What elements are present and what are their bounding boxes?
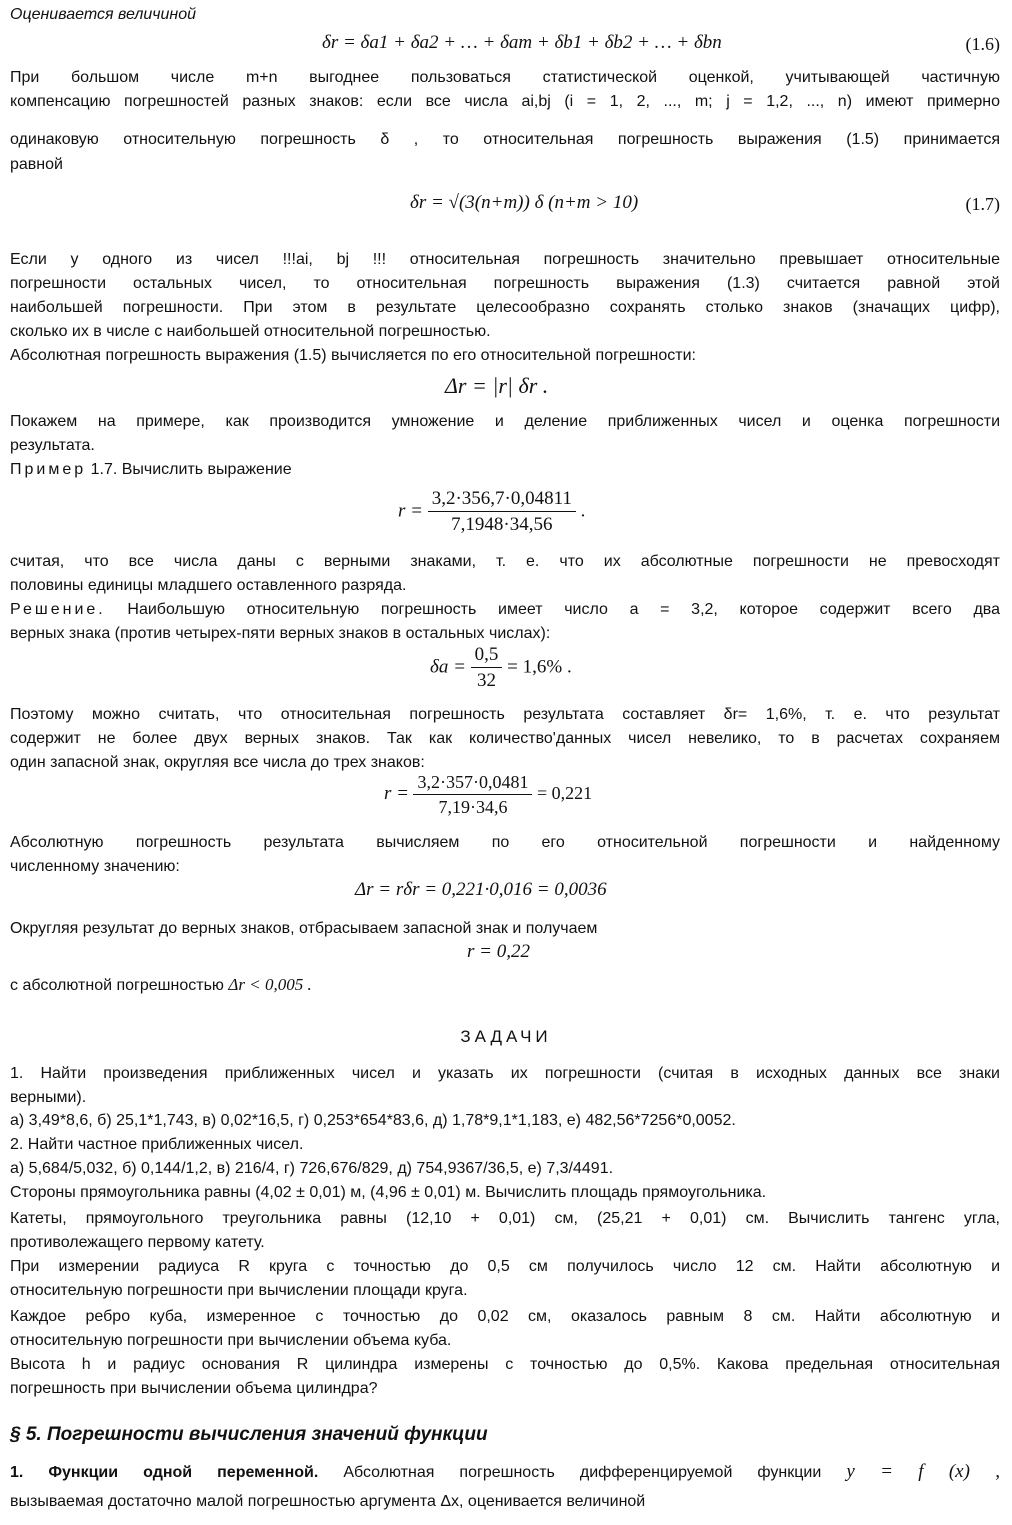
equation-1-6: δr = δa1 + δa2 + … + δam + δb1 + δb2 + … + δbn bbox=[322, 32, 722, 53]
equation-r-final: r = 0,22 bbox=[467, 941, 530, 962]
solution-label: Решение. bbox=[10, 601, 106, 618]
func-line2: вызываемая достаточно малой погрешностью аргумента Δx, оценивается величиной bbox=[10, 1493, 646, 1510]
task1-line2: верными). bbox=[10, 1089, 87, 1106]
equation-r-fraction bbox=[398, 488, 585, 536]
equation-r2-rhs: = 0,221 bbox=[536, 783, 593, 804]
solution-line1 bbox=[10, 598, 1000, 622]
para-round: Округляя результат до верных знаков, отбрасываем запасной знак и получаем bbox=[10, 920, 598, 937]
fraction-delta-a-denominator: 32 bbox=[477, 670, 497, 691]
para-show-line2: результата. bbox=[10, 437, 95, 454]
task1-line1: 1. Найти произведения приближенных чисел и указать их погрешности (считая в исходных данных все знаки bbox=[10, 1065, 1000, 1082]
task6-line1: Каждое ребро куба, измеренное с точностью до 0,02 см, оказалось равным 8 см. Найти абсолютную и bbox=[10, 1308, 1000, 1325]
solution-text1: Наибольшую относительную погрешность имеет число a = 3,2, которое содержит всего два bbox=[127, 601, 1000, 618]
task4-line1: Катеты, прямоугольного треугольника равны (12,10 + 0,01) см, (25,21 + 0,01) см. Вычислить тангенс угла, bbox=[10, 1210, 1000, 1227]
para-so-line2: содержит не более двух верных знаков. Так как количество'данных чисел невелико, то в расчетах сохраняем bbox=[10, 730, 1000, 747]
para-count-line2: половины единицы младшего оставленного разряда. bbox=[10, 577, 407, 594]
equation-abs-result: Δr = rδr = 0,221·0,016 = 0,0036 bbox=[355, 879, 607, 900]
solution-line2: верных знака (против четырех-пяти верных знаков в остальных числах): bbox=[10, 625, 551, 642]
equation-r2-lhs: r = bbox=[384, 783, 409, 805]
task5-line2: относительную погрешности при вычислении площади круга. bbox=[10, 1282, 468, 1299]
equation-delta-a-lhs: δa = bbox=[430, 656, 466, 678]
para-statistical-line3: одинаковую относительную погрешность δ , то относительная погрешность выражения (1.5) принимается bbox=[10, 131, 1000, 148]
equation-number-1-6: (1.6) bbox=[965, 34, 1000, 54]
fraction-r-numerator: 3,2·356,7·0,04811 bbox=[428, 488, 576, 512]
para-statistical-line4: равной bbox=[10, 156, 63, 173]
example-line bbox=[10, 458, 1000, 482]
task7-line1: Высота h и радиус основания R цилиндра измерены с точностью до 0,5%. Какова предельная относительная bbox=[10, 1356, 1000, 1373]
para-abs2-line1: Абсолютную погрешность результата вычисляем по его относительной погрешности и найденному bbox=[10, 834, 1000, 851]
equation-delta-a bbox=[430, 644, 572, 692]
func-text1: Абсолютная погрешность дифференцируемой функции bbox=[343, 1464, 822, 1481]
func-bold-label: 1. Функции одной переменной. bbox=[10, 1464, 319, 1481]
para-absolute: Абсолютная погрешность выражения (1.5) вычисляется по его относительной погрешности: bbox=[10, 347, 696, 364]
fraction-r2 bbox=[413, 772, 532, 818]
task4-line2: противолежащего первому катету. bbox=[10, 1234, 265, 1251]
task7-line2: погрешность при вычислении объема цилиндра? bbox=[10, 1380, 378, 1397]
func-equation: y = f (x) , bbox=[846, 1461, 1000, 1482]
tasks-title: ЗАДАЧИ bbox=[460, 1027, 552, 1046]
para-one-number-line2: погрешности остальных чисел, то относительная погрешность выражения (1.3) считается равной этой bbox=[10, 275, 1000, 292]
para-show-line1: Покажем на примере, как производится умножение и деление приближенных чисел и оценка погрешности bbox=[10, 413, 1000, 430]
para-with-abs-text: с абсолютной погрешностью bbox=[10, 977, 224, 994]
para-abs2-line2: численному значению: bbox=[10, 858, 180, 875]
equation-delta-a-rhs: = 1,6% . bbox=[507, 656, 572, 678]
fraction-r2-numerator: 3,2·357·0,0481 bbox=[413, 772, 532, 795]
task2-line2: а) 5,684/5,032, б) 0,144/1,2, в) 216/4, г) 726,676/829, д) 754,9367/36,5, е) 7,3/4491. bbox=[10, 1160, 614, 1177]
equation-final-abs: Δr < 0,005 . bbox=[228, 975, 312, 994]
fraction-r bbox=[428, 488, 576, 536]
fraction-r2-denominator: 7,19·34,6 bbox=[438, 797, 508, 817]
equation-r2 bbox=[384, 772, 592, 818]
equation-number-1-7: (1.7) bbox=[965, 194, 1000, 214]
example-label: Пример bbox=[10, 461, 87, 478]
para-so-line3: один запасной знак, округляя все числа до трех знаков: bbox=[10, 754, 425, 771]
task2-line1: 2. Найти частное приближенных чисел. bbox=[10, 1136, 304, 1153]
example-text: 1.7. Вычислить выражение bbox=[90, 461, 292, 478]
section-heading: § 5. Погрешности вычисления значений функции bbox=[10, 1424, 488, 1445]
equation-delta-r: Δr = |r| δr . bbox=[445, 373, 549, 398]
task1-line3: а) 3,49*8,6, б) 25,1*1,743, в) 0,02*16,5, г) 0,253*654*83,6, д) 1,78*9,1*1,183, е) 482,56*7256*0,0052. bbox=[10, 1112, 736, 1129]
equation-r-lhs: r = bbox=[398, 500, 423, 522]
para-statistical-line2: компенсацию погрешностей разных знаков: если все числа ai,bj (i = 1, 2, ..., m; j = 1,2, ..., n) имеют примерно bbox=[10, 93, 1000, 110]
func-line1 bbox=[10, 1460, 1000, 1485]
para-one-number-line1: Если у одного из чисел !!!ai, bj !!! относительная погрешность значительно превышает относительные bbox=[10, 251, 1000, 268]
task5-line1: При измерении радиуса R круга с точностью до 0,5 см получилось число 12 см. Найти абсолютную и bbox=[10, 1258, 1000, 1275]
equation-1-7: δr = √(3(n+m)) δ (n+m > 10) bbox=[410, 192, 639, 213]
para-with-abs bbox=[10, 973, 1000, 998]
para-statistical-line1: При большом числе m+n выгоднее пользоваться статистической оценкой, учитывающей частичную bbox=[10, 69, 1000, 86]
task6-line2: относительную погрешности при вычислении объема куба. bbox=[10, 1332, 452, 1349]
para-one-number-line4: сколько их в числе с наибольшей относительной погрешностью. bbox=[10, 323, 491, 340]
para-one-number-line3: наибольшей погрешности. При этом в результате целесообразно сохранять столько знаков (значащих цифр), bbox=[10, 299, 1000, 316]
task3-line: Стороны прямоугольника равны (4,02 ± 0,01) м, (4,96 ± 0,01) м. Вычислить площадь прямоугольника. bbox=[10, 1184, 767, 1201]
text-line-top: Оценивается величиной bbox=[10, 6, 197, 23]
fraction-delta-a-numerator: 0,5 bbox=[471, 644, 503, 668]
para-so-line1: Поэтому можно считать, что относительная погрешность результата составляет δr= 1,6%, т. е. что результат bbox=[10, 706, 1000, 723]
fraction-delta-a bbox=[471, 644, 503, 692]
equation-r-tail: . bbox=[580, 500, 586, 522]
fraction-r-denominator: 7,1948·34,56 bbox=[451, 514, 553, 535]
para-count-line1: считая, что все числа даны с верными знаками, т. е. что их абсолютные погрешности не превосходят bbox=[10, 553, 1000, 570]
